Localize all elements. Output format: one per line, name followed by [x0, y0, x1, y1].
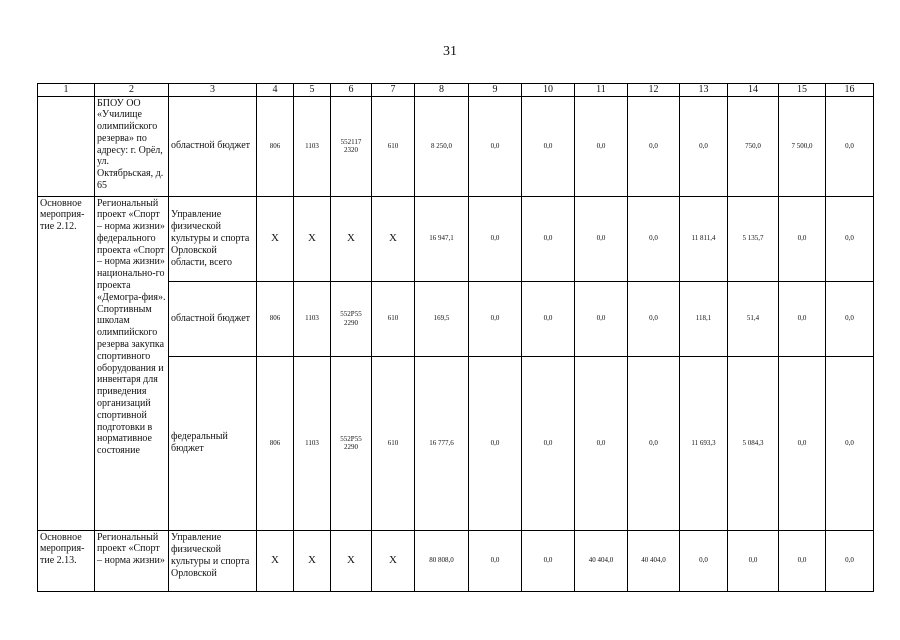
header-cell: 9	[469, 84, 522, 97]
value-cell: 610	[372, 96, 415, 196]
value-cell: 610	[372, 281, 415, 356]
value-cell: 0,0	[575, 196, 628, 281]
value-cell: 0,0	[728, 530, 779, 591]
budget-table	[37, 83, 874, 592]
table-row	[38, 196, 874, 281]
value-cell: 16 947,1	[415, 196, 469, 281]
value-cell: X	[372, 196, 415, 281]
value-cell: 0,0	[575, 356, 628, 530]
header-cell: 13	[680, 84, 728, 97]
header-cell: 15	[779, 84, 826, 97]
header-cell: 7	[372, 84, 415, 97]
header-cell: 1	[38, 84, 95, 97]
value-cell: 0,0	[522, 196, 575, 281]
value-cell: 51,4	[728, 281, 779, 356]
value-cell: 552P55 2290	[331, 281, 372, 356]
value-cell: 40 404,0	[575, 530, 628, 591]
header-cell: 3	[169, 84, 257, 97]
value-cell: 8 250,0	[415, 96, 469, 196]
header-row	[38, 84, 874, 97]
value-cell: 0,0	[575, 96, 628, 196]
value-cell: 0,0	[628, 196, 680, 281]
value-cell: X	[257, 196, 294, 281]
header-cell: 10	[522, 84, 575, 97]
executor-cell: Региональный проект «Спорт – норма жизни»	[95, 530, 169, 591]
value-cell: 806	[257, 356, 294, 530]
executor-cell: Региональный проект «Спорт – норма жизни» федерального проекта «Спорт – норма жизни» национально-го проекта «Демогра-фия». Спортивным школам олимпийского резерва закупка спортивного оборудования и инвентаря для приведения организаций спортивной подготовки в нормативное состояние	[95, 196, 169, 530]
header-cell: 12	[628, 84, 680, 97]
funding-source-cell: Управление физической культуры и спорта Орловской	[169, 530, 257, 591]
header-cell: 2	[95, 84, 169, 97]
value-cell: 0,0	[628, 96, 680, 196]
header-cell: 11	[575, 84, 628, 97]
value-cell: X	[257, 530, 294, 591]
value-cell: 0,0	[826, 96, 874, 196]
header-cell: 6	[331, 84, 372, 97]
value-cell: 0,0	[779, 530, 826, 591]
value-cell: 1103	[294, 96, 331, 196]
value-cell: 80 808,0	[415, 530, 469, 591]
value-cell: 0,0	[522, 356, 575, 530]
header-cell: 4	[257, 84, 294, 97]
value-cell: 610	[372, 356, 415, 530]
value-cell: 750,0	[728, 96, 779, 196]
value-cell: 5 135,7	[728, 196, 779, 281]
executor-cell: БПОУ ОО «Училище олимпийского резерва» по адресу: г. Орёл, ул. Октябрьская, д. 65	[95, 96, 169, 196]
value-cell: 169,5	[415, 281, 469, 356]
measure-cell: Основное мероприя-тие 2.12.	[38, 196, 95, 530]
value-cell: 0,0	[522, 281, 575, 356]
value-cell: 552P55 2290	[331, 356, 372, 530]
value-cell: X	[331, 530, 372, 591]
value-cell: X	[372, 530, 415, 591]
value-cell: 552117 2320	[331, 96, 372, 196]
value-cell: 0,0	[826, 356, 874, 530]
value-cell: X	[294, 196, 331, 281]
table-row	[38, 530, 874, 591]
value-cell: 0,0	[779, 196, 826, 281]
measure-cell	[38, 96, 95, 196]
value-cell: 0,0	[779, 356, 826, 530]
measure-cell: Основное мероприя-тие 2.13.	[38, 530, 95, 591]
value-cell: 0,0	[628, 356, 680, 530]
value-cell: 0,0	[826, 281, 874, 356]
value-cell: 1103	[294, 281, 331, 356]
value-cell: 0,0	[469, 356, 522, 530]
value-cell: 0,0	[522, 530, 575, 591]
funding-source-cell: Управление физической культуры и спорта Орловской области, всего	[169, 196, 257, 281]
value-cell: 11 693,3	[680, 356, 728, 530]
value-cell: 40 404,0	[628, 530, 680, 591]
table-row	[38, 96, 874, 196]
value-cell: 1103	[294, 356, 331, 530]
value-cell: 0,0	[680, 96, 728, 196]
value-cell: 0,0	[469, 281, 522, 356]
value-cell: 16 777,6	[415, 356, 469, 530]
page-number: 31	[443, 44, 457, 59]
value-cell: 0,0	[469, 196, 522, 281]
value-cell: 0,0	[469, 96, 522, 196]
value-cell: 806	[257, 281, 294, 356]
value-cell: 0,0	[469, 530, 522, 591]
funding-source-cell: областной бюджет	[169, 96, 257, 196]
value-cell: 0,0	[522, 96, 575, 196]
header-cell: 14	[728, 84, 779, 97]
header-cell: 16	[826, 84, 874, 97]
header-cell: 8	[415, 84, 469, 97]
value-cell: 0,0	[826, 530, 874, 591]
value-cell: X	[331, 196, 372, 281]
value-cell: 0,0	[628, 281, 680, 356]
value-cell: 5 084,3	[728, 356, 779, 530]
value-cell: X	[294, 530, 331, 591]
funding-source-cell: областной бюджет	[169, 281, 257, 356]
value-cell: 0,0	[680, 530, 728, 591]
value-cell: 806	[257, 96, 294, 196]
value-cell: 0,0	[779, 281, 826, 356]
value-cell: 11 811,4	[680, 196, 728, 281]
funding-source-cell: федеральный бюджет	[169, 356, 257, 530]
value-cell: 7 500,0	[779, 96, 826, 196]
value-cell: 0,0	[575, 281, 628, 356]
header-cell: 5	[294, 84, 331, 97]
value-cell: 118,1	[680, 281, 728, 356]
value-cell: 0,0	[826, 196, 874, 281]
